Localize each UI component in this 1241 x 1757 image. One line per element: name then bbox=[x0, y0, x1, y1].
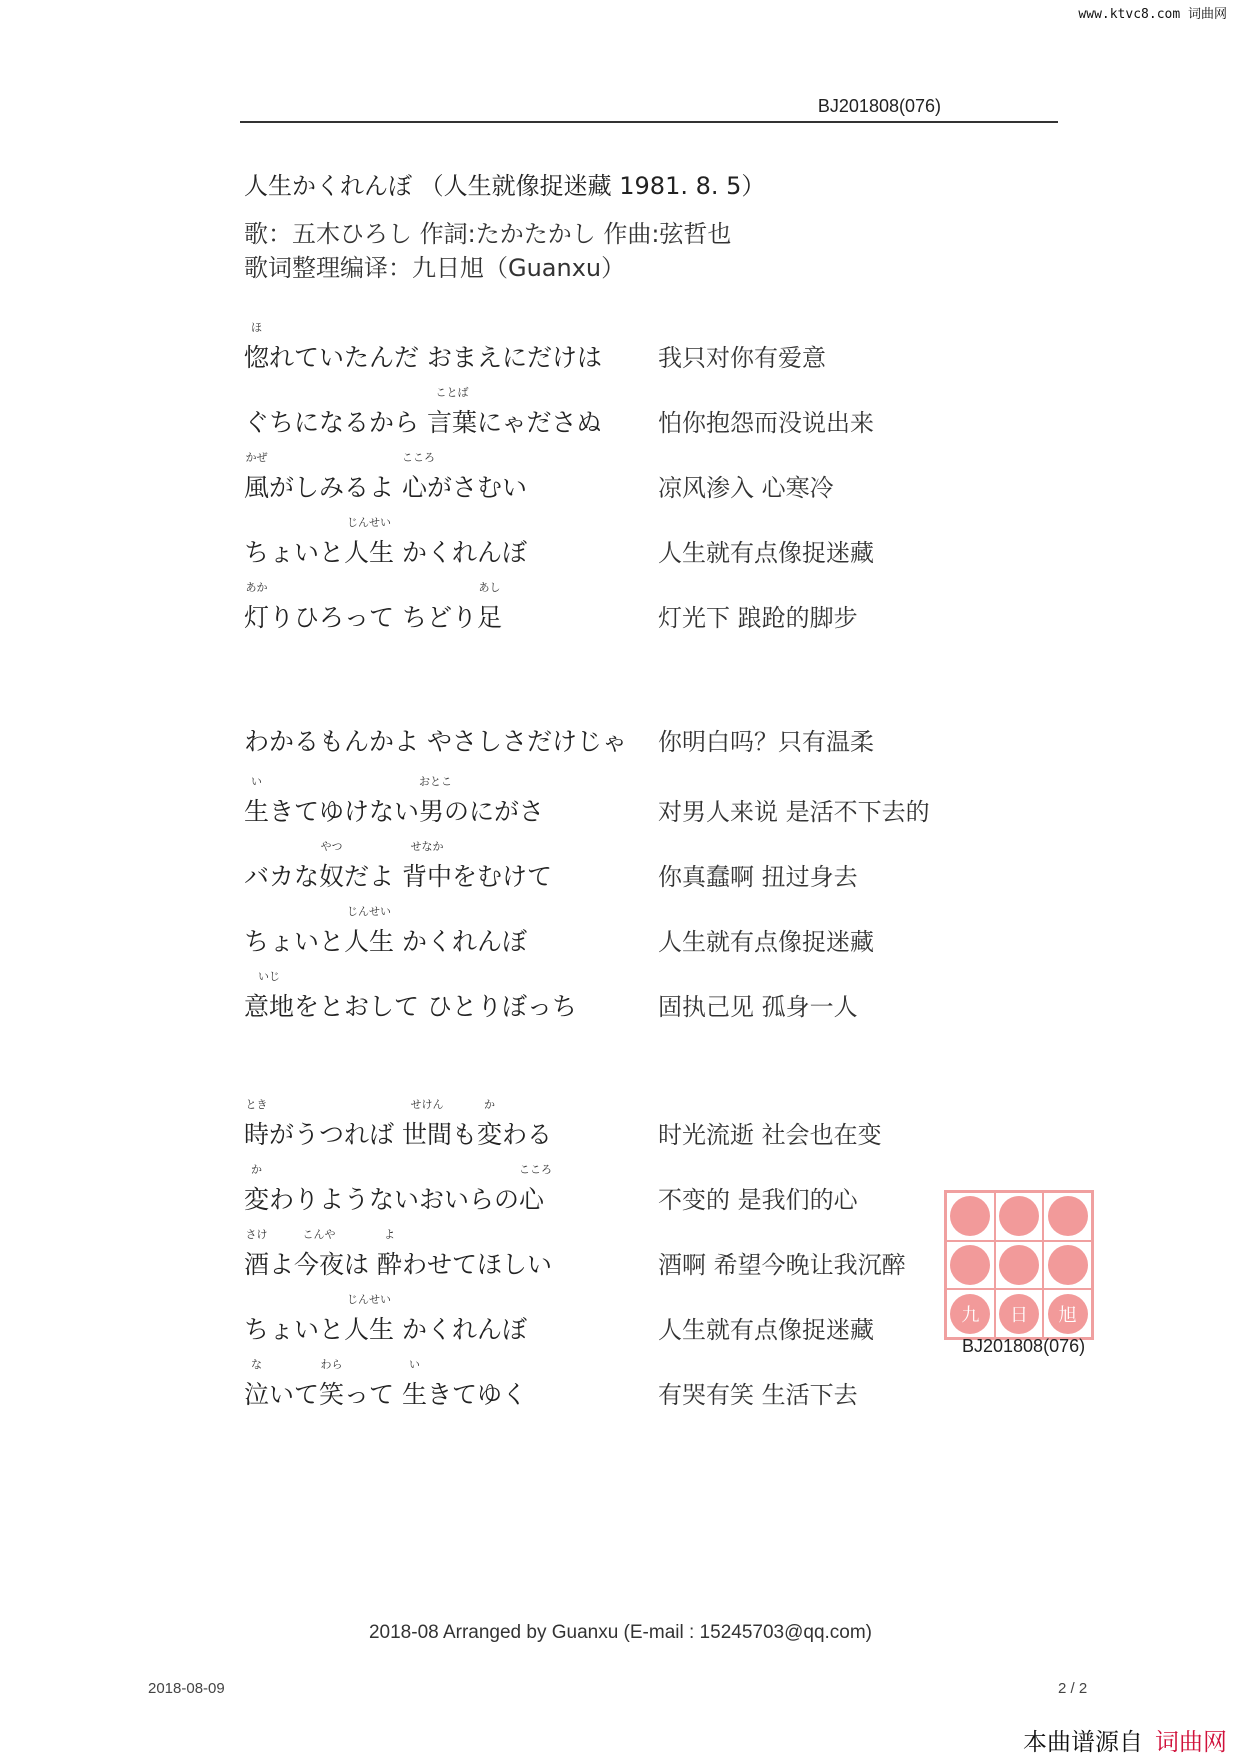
kanji: 男 bbox=[419, 797, 445, 826]
furigana: な bbox=[251, 1358, 262, 1371]
lyric-cn: 固执己见 孤身一人 bbox=[658, 993, 858, 1021]
lyric-cn: 你明白吗？只有温柔 bbox=[658, 728, 874, 756]
lyric-jp bbox=[244, 1098, 553, 1151]
kana-text: にゃださぬ bbox=[476, 408, 602, 437]
ruby-word bbox=[477, 1098, 503, 1151]
furigana: よ bbox=[384, 1228, 395, 1241]
kana-text: バカな bbox=[244, 862, 320, 891]
lyric-jp bbox=[244, 321, 602, 374]
kanji: 足 bbox=[476, 603, 502, 632]
lyric-jp bbox=[244, 581, 502, 634]
furigana: か bbox=[251, 1163, 262, 1176]
lyric-jp bbox=[244, 970, 577, 1023]
kana-text: って bbox=[344, 1380, 402, 1409]
kanji: 意地 bbox=[244, 992, 295, 1021]
kana-text: のにがさ bbox=[444, 797, 545, 826]
seal-char: 日 bbox=[1009, 1304, 1028, 1326]
kana-text: れていたんだ おまえにだけは bbox=[269, 343, 602, 372]
kana-text: は bbox=[344, 1250, 377, 1279]
furigana: こころ bbox=[519, 1163, 553, 1176]
ruby-word bbox=[244, 321, 270, 374]
credits-line: 歌：五木ひろし 作詞:たかたかし 作曲:弦哲也 bbox=[244, 220, 732, 248]
arranger-line: 歌词整理编译：九日旭（Guanxu） bbox=[244, 254, 626, 282]
ruby-word bbox=[244, 1163, 270, 1216]
furigana: とき bbox=[245, 1098, 268, 1111]
lyric-cn: 时光流逝 社会也在变 bbox=[658, 1121, 882, 1149]
furigana: こんや bbox=[302, 1228, 336, 1241]
watermark-brand: 词曲网 bbox=[1155, 1728, 1227, 1756]
lyric-jp bbox=[244, 722, 627, 758]
kana-text: ちょいと bbox=[244, 1315, 345, 1344]
kana-text: をむけて bbox=[452, 862, 553, 891]
ruby-word bbox=[401, 840, 452, 893]
ruby-word bbox=[319, 1358, 345, 1411]
kanji: 生 bbox=[244, 797, 270, 826]
seal-char: 旭 bbox=[1058, 1304, 1077, 1326]
furigana: いじ bbox=[258, 970, 280, 983]
kanji: 酒 bbox=[244, 1250, 270, 1279]
kana-text: をとおして ひとりぼっち bbox=[294, 992, 577, 1021]
kanji: 時 bbox=[244, 1120, 270, 1149]
furigana: わら bbox=[320, 1358, 343, 1371]
kana-text: がさむい bbox=[426, 473, 527, 502]
kanji: 人生 bbox=[344, 1315, 395, 1344]
ruby-word bbox=[344, 1293, 395, 1346]
lyric-cn: 灯光下 踉跄的脚步 bbox=[658, 604, 858, 632]
kanji: 言葉 bbox=[426, 408, 477, 437]
page-number: 2 / 2 bbox=[1058, 1680, 1088, 1697]
kanji: 風 bbox=[244, 473, 270, 502]
lyric-jp bbox=[244, 386, 602, 439]
lyric-cn: 不变的 是我们的心 bbox=[658, 1186, 858, 1214]
watermark-text: 本曲谱源自 bbox=[1023, 1728, 1143, 1756]
ruby-word bbox=[244, 1228, 270, 1281]
lyric-cn: 人生就有点像捉迷藏 bbox=[658, 928, 874, 956]
kanji: 人生 bbox=[344, 927, 395, 956]
kana-text: ちょいと bbox=[244, 927, 345, 956]
ruby-word bbox=[294, 1228, 345, 1281]
kanji: 人生 bbox=[344, 538, 395, 567]
kana-text: かくれんぼ bbox=[394, 1315, 527, 1344]
lyric-cn: 有哭有笑 生活下去 bbox=[658, 1381, 858, 1409]
ruby-word bbox=[244, 581, 270, 634]
ruby-word bbox=[476, 581, 502, 634]
furigana: い bbox=[251, 775, 262, 788]
watermark bbox=[1023, 1722, 1227, 1757]
kanji: 酔 bbox=[377, 1250, 403, 1279]
kana-text: かくれんぼ bbox=[394, 927, 527, 956]
kana-text: も bbox=[451, 1120, 477, 1149]
lyric-jp bbox=[244, 451, 527, 504]
furigana: あか bbox=[245, 581, 268, 594]
kana-text: がうつれば bbox=[269, 1120, 402, 1149]
seal-code: BJ201808(076) bbox=[962, 1336, 1086, 1356]
ruby-word bbox=[519, 1163, 553, 1216]
header-rule bbox=[240, 121, 1058, 123]
kana-text: わせてほしい bbox=[402, 1250, 553, 1279]
furigana: ことば bbox=[435, 386, 469, 399]
furigana: ほ bbox=[251, 321, 262, 334]
ruby-word bbox=[244, 1098, 270, 1151]
lyric-cn: 人生就有点像捉迷藏 bbox=[658, 1316, 874, 1344]
kanji: 灯 bbox=[244, 603, 270, 632]
kanji: 惚 bbox=[244, 343, 270, 372]
lyric-jp bbox=[244, 905, 527, 958]
song-title: 人生かくれんぼ （人生就像捉迷藏 1981. 8. 5） bbox=[244, 172, 766, 200]
ruby-word bbox=[344, 516, 395, 569]
ruby-word bbox=[244, 775, 270, 828]
kanji: 心 bbox=[519, 1185, 545, 1214]
lyric-jp bbox=[244, 1293, 527, 1346]
kana-text: わかるもんかよ やさしさだけじゃ bbox=[244, 727, 627, 756]
ruby-word bbox=[377, 1228, 403, 1281]
furigana: じんせい bbox=[347, 905, 392, 918]
furigana: い bbox=[409, 1358, 420, 1371]
ruby-word bbox=[401, 451, 435, 504]
kanji: 生 bbox=[402, 1380, 428, 1409]
kanji: 笑 bbox=[319, 1380, 345, 1409]
furigana: やつ bbox=[320, 840, 343, 853]
kana-text: かくれんぼ bbox=[394, 538, 527, 567]
lyric-jp bbox=[244, 1228, 553, 1281]
kanji: 奴 bbox=[319, 862, 345, 891]
seal-stamp bbox=[944, 1190, 1094, 1340]
ruby-word bbox=[401, 1098, 452, 1151]
kana-text: きてゆく bbox=[427, 1380, 528, 1409]
ruby-word bbox=[402, 1358, 428, 1411]
lyric-cn: 对男人来说 是活不下去的 bbox=[658, 798, 930, 826]
lyric-jp bbox=[244, 840, 553, 893]
kana-text: だよ bbox=[344, 862, 402, 891]
ruby-word bbox=[319, 840, 345, 893]
footer-credit: 2018-08 Arranged by Guanxu (E-mail : 15245703@qq.com) bbox=[368, 1622, 873, 1643]
ruby-word bbox=[244, 451, 270, 504]
furigana: さけ bbox=[245, 1228, 268, 1241]
ruby-word bbox=[419, 775, 453, 828]
furigana: せけん bbox=[410, 1098, 444, 1111]
kanji: 世間 bbox=[401, 1120, 452, 1149]
kana-text: いて bbox=[269, 1380, 320, 1409]
lyric-jp bbox=[244, 1163, 553, 1216]
furigana: か bbox=[484, 1098, 495, 1111]
kana-text: わる bbox=[502, 1120, 553, 1149]
kanji: 変 bbox=[477, 1120, 503, 1149]
kana-text: わりようないおいらの bbox=[269, 1185, 520, 1214]
kana-text: がしみるよ bbox=[269, 473, 402, 502]
furigana: じんせい bbox=[347, 1293, 392, 1306]
lyric-cn: 怕你抱怨而没说出来 bbox=[658, 409, 874, 437]
ruby-word bbox=[244, 970, 295, 1023]
furigana: せなか bbox=[410, 840, 444, 853]
kanji: 泣 bbox=[244, 1380, 270, 1409]
seal-char: 九 bbox=[961, 1304, 980, 1326]
lyric-cn: 酒啊 希望今晚让我沉醉 bbox=[658, 1251, 906, 1279]
kana-text: ちょいと bbox=[244, 538, 345, 567]
lyric-cn: 你真蠢啊 扭过身去 bbox=[658, 863, 858, 891]
furigana: おとこ bbox=[419, 775, 453, 788]
furigana: こころ bbox=[401, 451, 435, 464]
lyric-cn: 人生就有点像捉迷藏 bbox=[658, 539, 874, 567]
ruby-word bbox=[244, 1358, 270, 1411]
furigana: あし bbox=[478, 581, 501, 594]
furigana: じんせい bbox=[347, 516, 392, 529]
kana-text: よ bbox=[269, 1250, 295, 1279]
ruby-word bbox=[426, 386, 477, 439]
score-code: BJ201808(076) bbox=[817, 96, 941, 116]
kanji: 変 bbox=[244, 1185, 270, 1214]
site-url: www.ktvc8.com 词曲网 bbox=[1078, 7, 1227, 22]
print-date: 2018-08-09 bbox=[148, 1680, 225, 1697]
kana-text: ぐちになるから bbox=[244, 408, 427, 437]
kana-text: きてゆけない bbox=[269, 797, 420, 826]
kanji: 心 bbox=[401, 473, 427, 502]
kanji: 背中 bbox=[401, 862, 452, 891]
ruby-word bbox=[344, 905, 395, 958]
lyric-cn: 凉风渗入 心寒冷 bbox=[658, 474, 834, 502]
lyric-jp bbox=[244, 516, 527, 569]
lyric-jp bbox=[244, 775, 545, 828]
lyric-jp bbox=[244, 1358, 528, 1411]
kanji: 今夜 bbox=[294, 1250, 345, 1279]
lyric-cn: 我只对你有爱意 bbox=[658, 344, 826, 372]
furigana: かぜ bbox=[245, 451, 268, 464]
kana-text: りひろって ちどり bbox=[269, 603, 477, 632]
